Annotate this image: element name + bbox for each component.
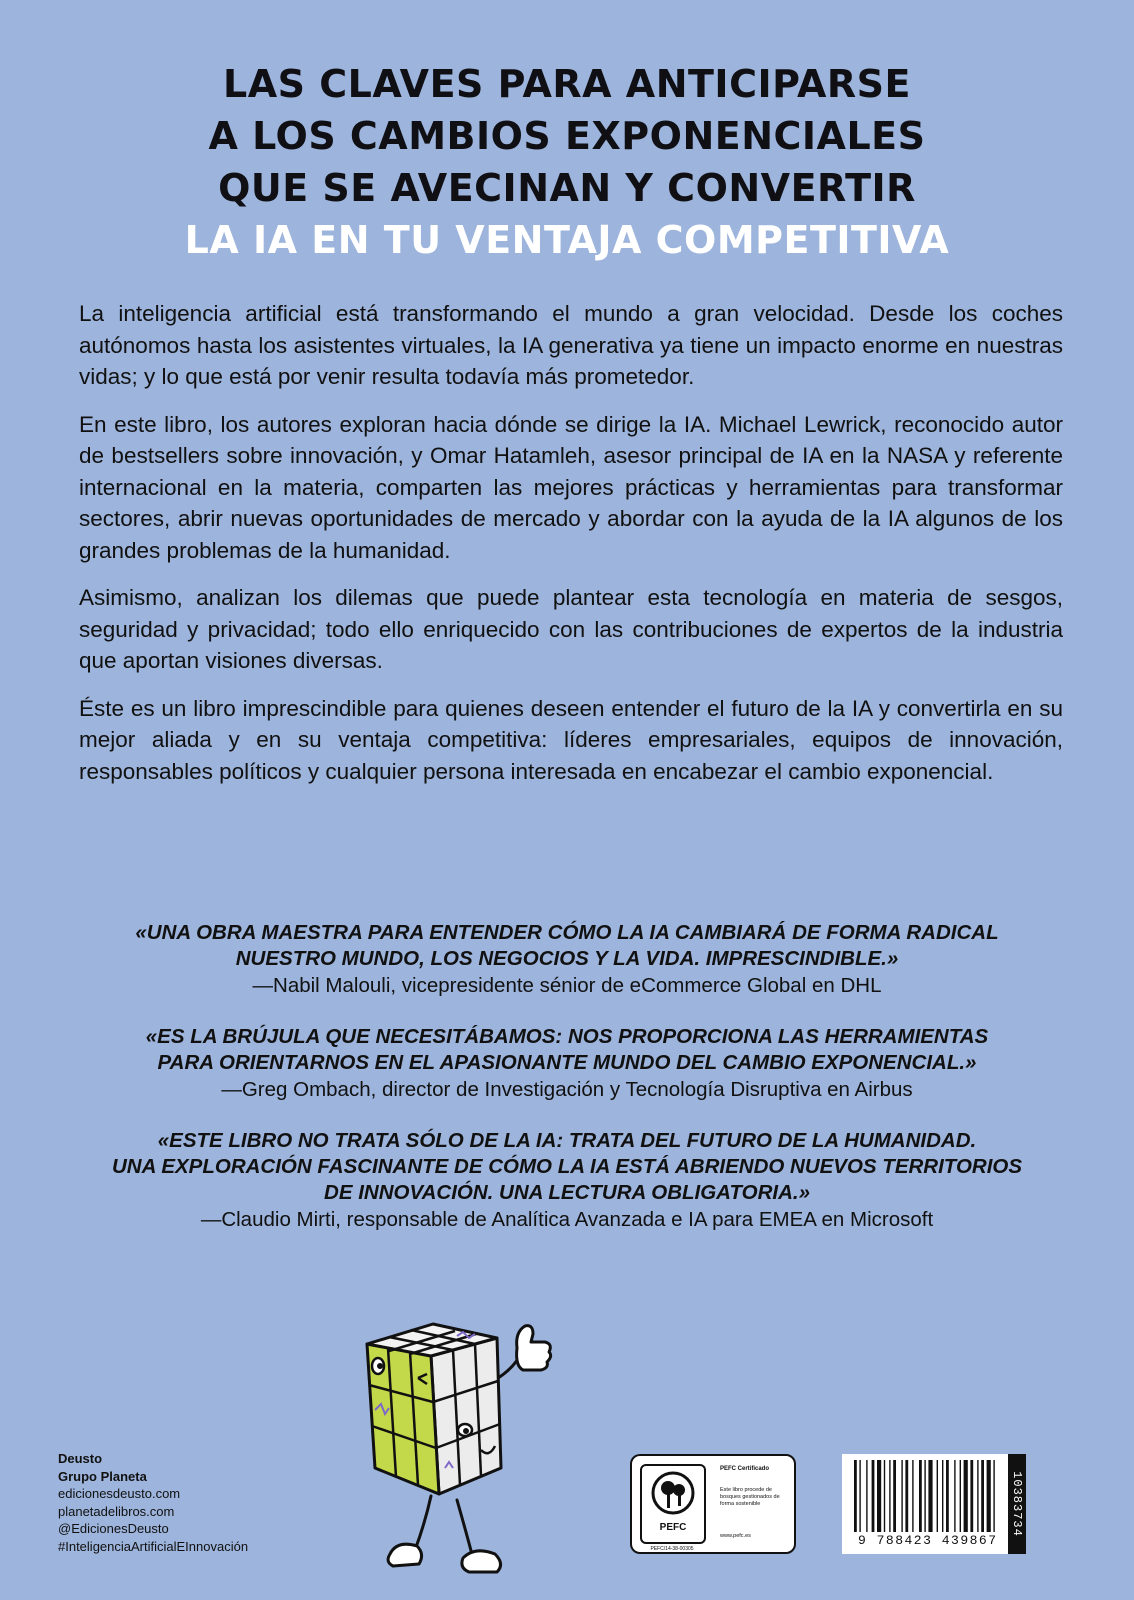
synopsis: [79, 298, 1063, 803]
synopsis-paragraph-3: Asimismo, analizan los dilemas que puede plantear esta tecnología en materia de sesgos, seguridad y privacidad; todo ello enriquecido con las contribuciones de expertos de la industria que aportan visiones diversas.: [79, 585, 1063, 673]
headline-line-3: QUE SE AVECINAN Y CONVERTIR: [218, 166, 916, 210]
barcode-number: 9 788423 439867: [858, 1533, 998, 1548]
barcode-bar: [901, 1460, 902, 1532]
publisher-site-1: edicionesdeusto.com: [58, 1486, 181, 1501]
pefc-certification: [630, 1454, 796, 1554]
barcode-bar: [970, 1460, 973, 1532]
publisher-group: Grupo Planeta: [58, 1468, 147, 1484]
blurb-text-line: PARA ORIENTARNOS EN EL APASIONANTE MUNDO DEL CAMBIO EXPONENCIAL.»: [157, 1051, 977, 1074]
barcode-bar: [889, 1460, 890, 1532]
pefc-code: PEFC/14-38-00305: [650, 1546, 694, 1552]
blurb-text-line: DE INNOVACIÓN. UNA LECTURA OBLIGATORIA.»: [324, 1181, 810, 1204]
publisher-hashtag: #InteligenciaArtificialEInnovación: [58, 1538, 249, 1554]
barcode-icon: [850, 1460, 1020, 1532]
barcode-bar: [919, 1460, 922, 1532]
pefc-tree-logo-icon: [642, 1466, 704, 1522]
pefc-description: Este libro procede de bosques gestionados de forma sostenible: [720, 1487, 780, 1507]
blurb: [0, 1128, 1134, 1234]
barcode-bar: [960, 1460, 961, 1532]
blurb: [0, 920, 1134, 1000]
pefc-title: PEFC Certificado: [720, 1466, 770, 1472]
publisher-name: Deusto: [58, 1451, 103, 1466]
publisher-site-2: planetadelibros.com: [58, 1503, 175, 1519]
rubik-cube-mascot-icon: [345, 1318, 585, 1598]
blurb-text-line: «UNA OBRA MAESTRA PARA ENTENDER CÓMO LA IA CAMBIARÁ DE FORMA RADICAL: [135, 921, 999, 944]
barcode-bar: [946, 1460, 949, 1532]
barcode-bar: [893, 1460, 896, 1532]
barcode-bar: [877, 1460, 881, 1532]
blurb-attribution: —Nabil Malouli, vicepresidente sénior de eCommerce Global en DHL: [252, 974, 882, 997]
synopsis-paragraph-4: Éste es un libro imprescindible para quienes deseen entender el futuro de la IA y convertirla en su mejor aliada y en su ventaja competitiva: líderes empresariales, equipos de innovación, responsables políticos y cualquier persona interesada en encabezar el cambio exponencial.: [79, 695, 1063, 784]
blurb-text-line: UNA EXPLORACIÓN FASCINANTE DE CÓMO LA IA ESTÁ ABRIENDO NUEVOS TERRITORIOS: [111, 1155, 1023, 1178]
pefc-logo-label: PEFC: [659, 1522, 687, 1533]
headline: [0, 58, 1134, 266]
barcode-bar: [981, 1460, 984, 1532]
blurb-text-line: «ESTE LIBRO NO TRATA SÓLO DE LA IA: TRATA DEL FUTURO DE LA HUMANIDAD.: [157, 1129, 977, 1152]
blurb-text-line: «ES LA BRÚJULA QUE NECESITÁBAMOS: NOS PROPORCIONA LAS HERRAMIENTAS: [145, 1025, 989, 1048]
barcode-bar: [977, 1460, 978, 1532]
barcode-bar: [912, 1460, 913, 1532]
barcode-bar: [928, 1460, 932, 1532]
barcode-bar: [964, 1460, 968, 1532]
barcode-bar: [993, 1460, 994, 1532]
barcode-bar: [859, 1460, 860, 1532]
blurb-attribution: —Claudio Mirti, responsable de Analítica Avanzada e IA para EMEA en Microsoft: [200, 1208, 934, 1231]
headline-line-2: A LOS CAMBIOS EXPONENCIALES: [208, 114, 926, 158]
blurb: [0, 1024, 1134, 1104]
pefc-site: www.pefc.es: [720, 1533, 751, 1539]
internal-code: [1008, 1454, 1026, 1554]
blurb-text-line: NUESTRO MUNDO, LOS NEGOCIOS Y LA VIDA. IMPRESCINDIBLE.»: [235, 947, 899, 970]
barcode-bar: [954, 1460, 955, 1532]
barcode-bar: [866, 1460, 867, 1532]
barcode-bar: [987, 1460, 991, 1532]
synopsis-paragraph-2: En este libro, los autores exploran hacia dónde se dirige la IA. Michael Lewrick, reconocido autor de bestsellers sobre innovación, y Omar Hatamleh, asesor principal de IA en la NASA y referente internacional en la materia, comparten las mejores prácticas y herramientas para transformar sectores, abrir nuevas oportunidades de mercado y abordar con la ayuda de la IA algunos de los grandes problemas de la humanidad.: [79, 411, 1063, 563]
publisher-info: [58, 1450, 248, 1555]
blurbs: [0, 920, 1134, 1258]
barcode-bar: [937, 1460, 938, 1532]
headline-line-1: LAS CLAVES PARA ANTICIPARSE: [223, 62, 911, 106]
blurb-attribution: —Greg Ombach, director de Investigación y Tecnología Disruptiva en Airbus: [221, 1078, 913, 1101]
pefc-logo: [640, 1464, 706, 1544]
barcode: [842, 1454, 1024, 1554]
barcode-bar: [924, 1460, 925, 1532]
barcode-bar: [872, 1460, 875, 1532]
barcode-bar: [884, 1460, 885, 1532]
headline-accent-line: LA IA EN TU VENTAJA COMPETITIVA: [184, 218, 950, 262]
barcode-bar: [905, 1460, 908, 1532]
barcode-bar: [854, 1460, 857, 1532]
barcode-bar: [942, 1460, 943, 1532]
publisher-social: @EdicionesDeusto: [58, 1521, 169, 1536]
internal-code-text: 10383734: [1010, 1471, 1024, 1537]
synopsis-paragraph-1: La inteligencia artificial está transformando el mundo a gran velocidad. Desde los coches autónomos hasta los asistentes virtuales, la IA generativa ya tiene un impacto enorme en nuestras vidas; y lo que está por venir resulta todavía más prometedor.: [79, 301, 1063, 389]
